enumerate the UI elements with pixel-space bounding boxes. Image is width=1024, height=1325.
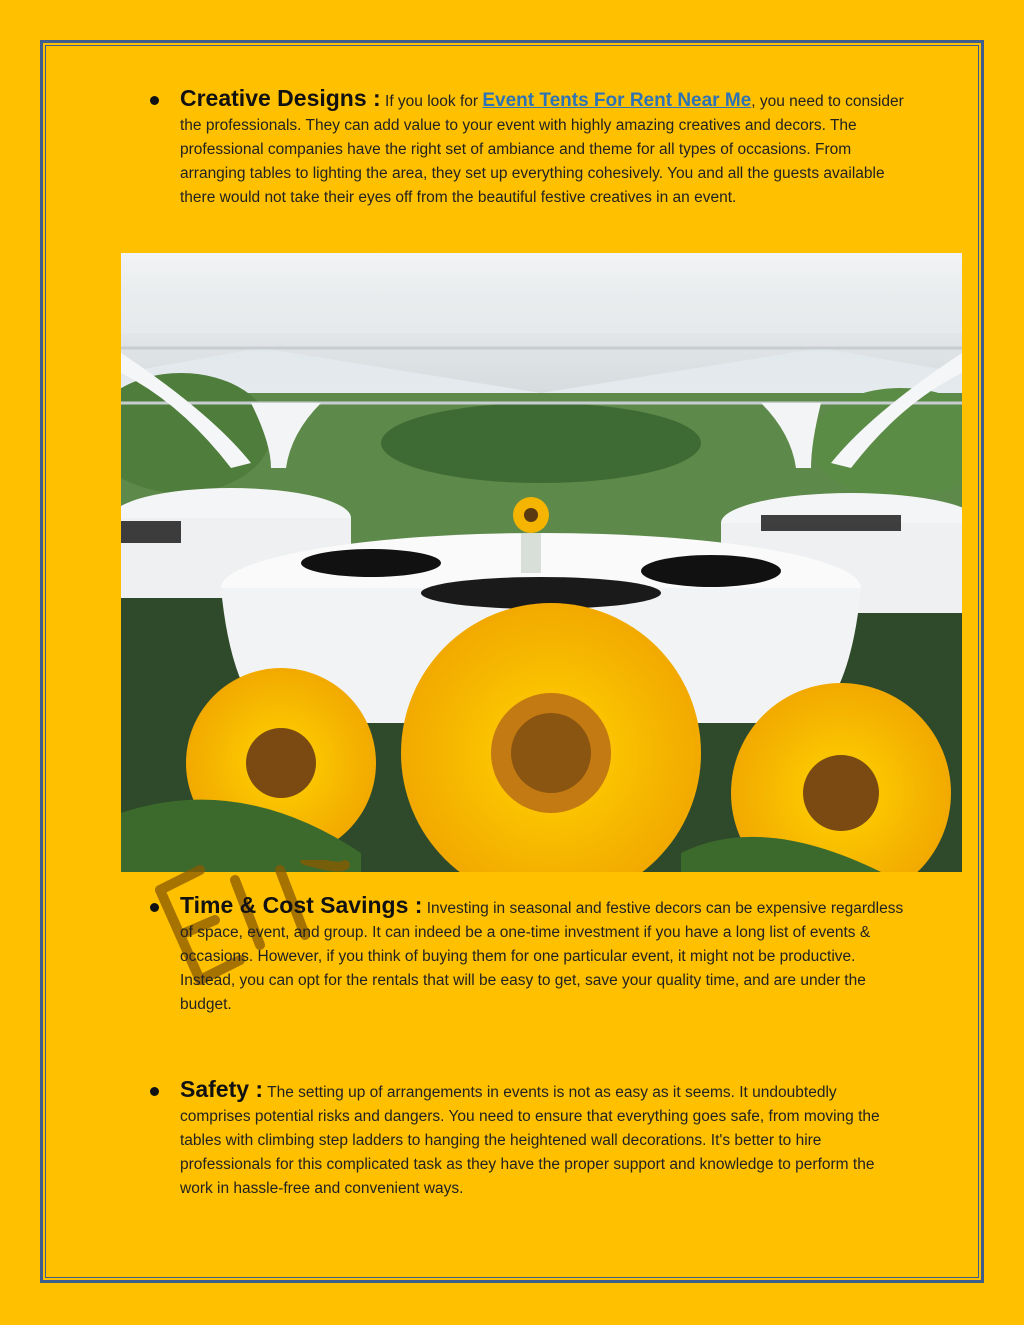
section-body: The setting up of arrangements in events is not as easy as it seems. It undoubtedly comprises potential risks and dangers. You need to ensure that everything goes safe, from moving the tables with climbing step ladders to hanging the heightened wall decorations. It's better to hire professionals for this complicated task as they have the proper support and knowledge to perform the work in hassle-free and convenient ways. — [180, 1084, 880, 1197]
section-intro: If you look for — [380, 93, 483, 110]
section-body: Investing in seasonal and festive decors can be expensive regardless of space, event, and group. It can indeed be a one-time investment if you have a long list of events & occasions. However, if you think of buying them for one particular event, it might not be productive. Instead, you can opt for the rentals that will be easy to get, save your quality time, and are under the budget. — [180, 900, 904, 1013]
section-time-cost-savings — [150, 893, 910, 1017]
section-creative-designs — [150, 86, 910, 210]
section-text — [180, 893, 910, 1017]
bullet-icon — [150, 1087, 159, 1096]
section-body: , you need to consider the professionals. They can add value to your event with highly amazing creatives and decors. The professional companies have the right set of ambiance and theme for all types of occasions. From arranging tables to lighting the area, they set up everything cohesively. You and all the guests available there would not take their eyes off from the beautiful festive creatives in an event. — [180, 93, 904, 206]
section-heading: Creative Designs : — [180, 85, 381, 111]
section-text — [180, 1077, 910, 1201]
section-safety — [150, 1077, 910, 1201]
event-tents-link[interactable]: Event Tents For Rent Near Me — [482, 90, 752, 111]
event-tent-photo — [121, 253, 962, 872]
bullet-icon — [150, 903, 159, 912]
bullet-icon — [150, 96, 159, 105]
section-heading: Safety : — [180, 1076, 264, 1102]
section-heading: Time & Cost Savings : — [180, 892, 423, 918]
section-text — [180, 86, 910, 210]
